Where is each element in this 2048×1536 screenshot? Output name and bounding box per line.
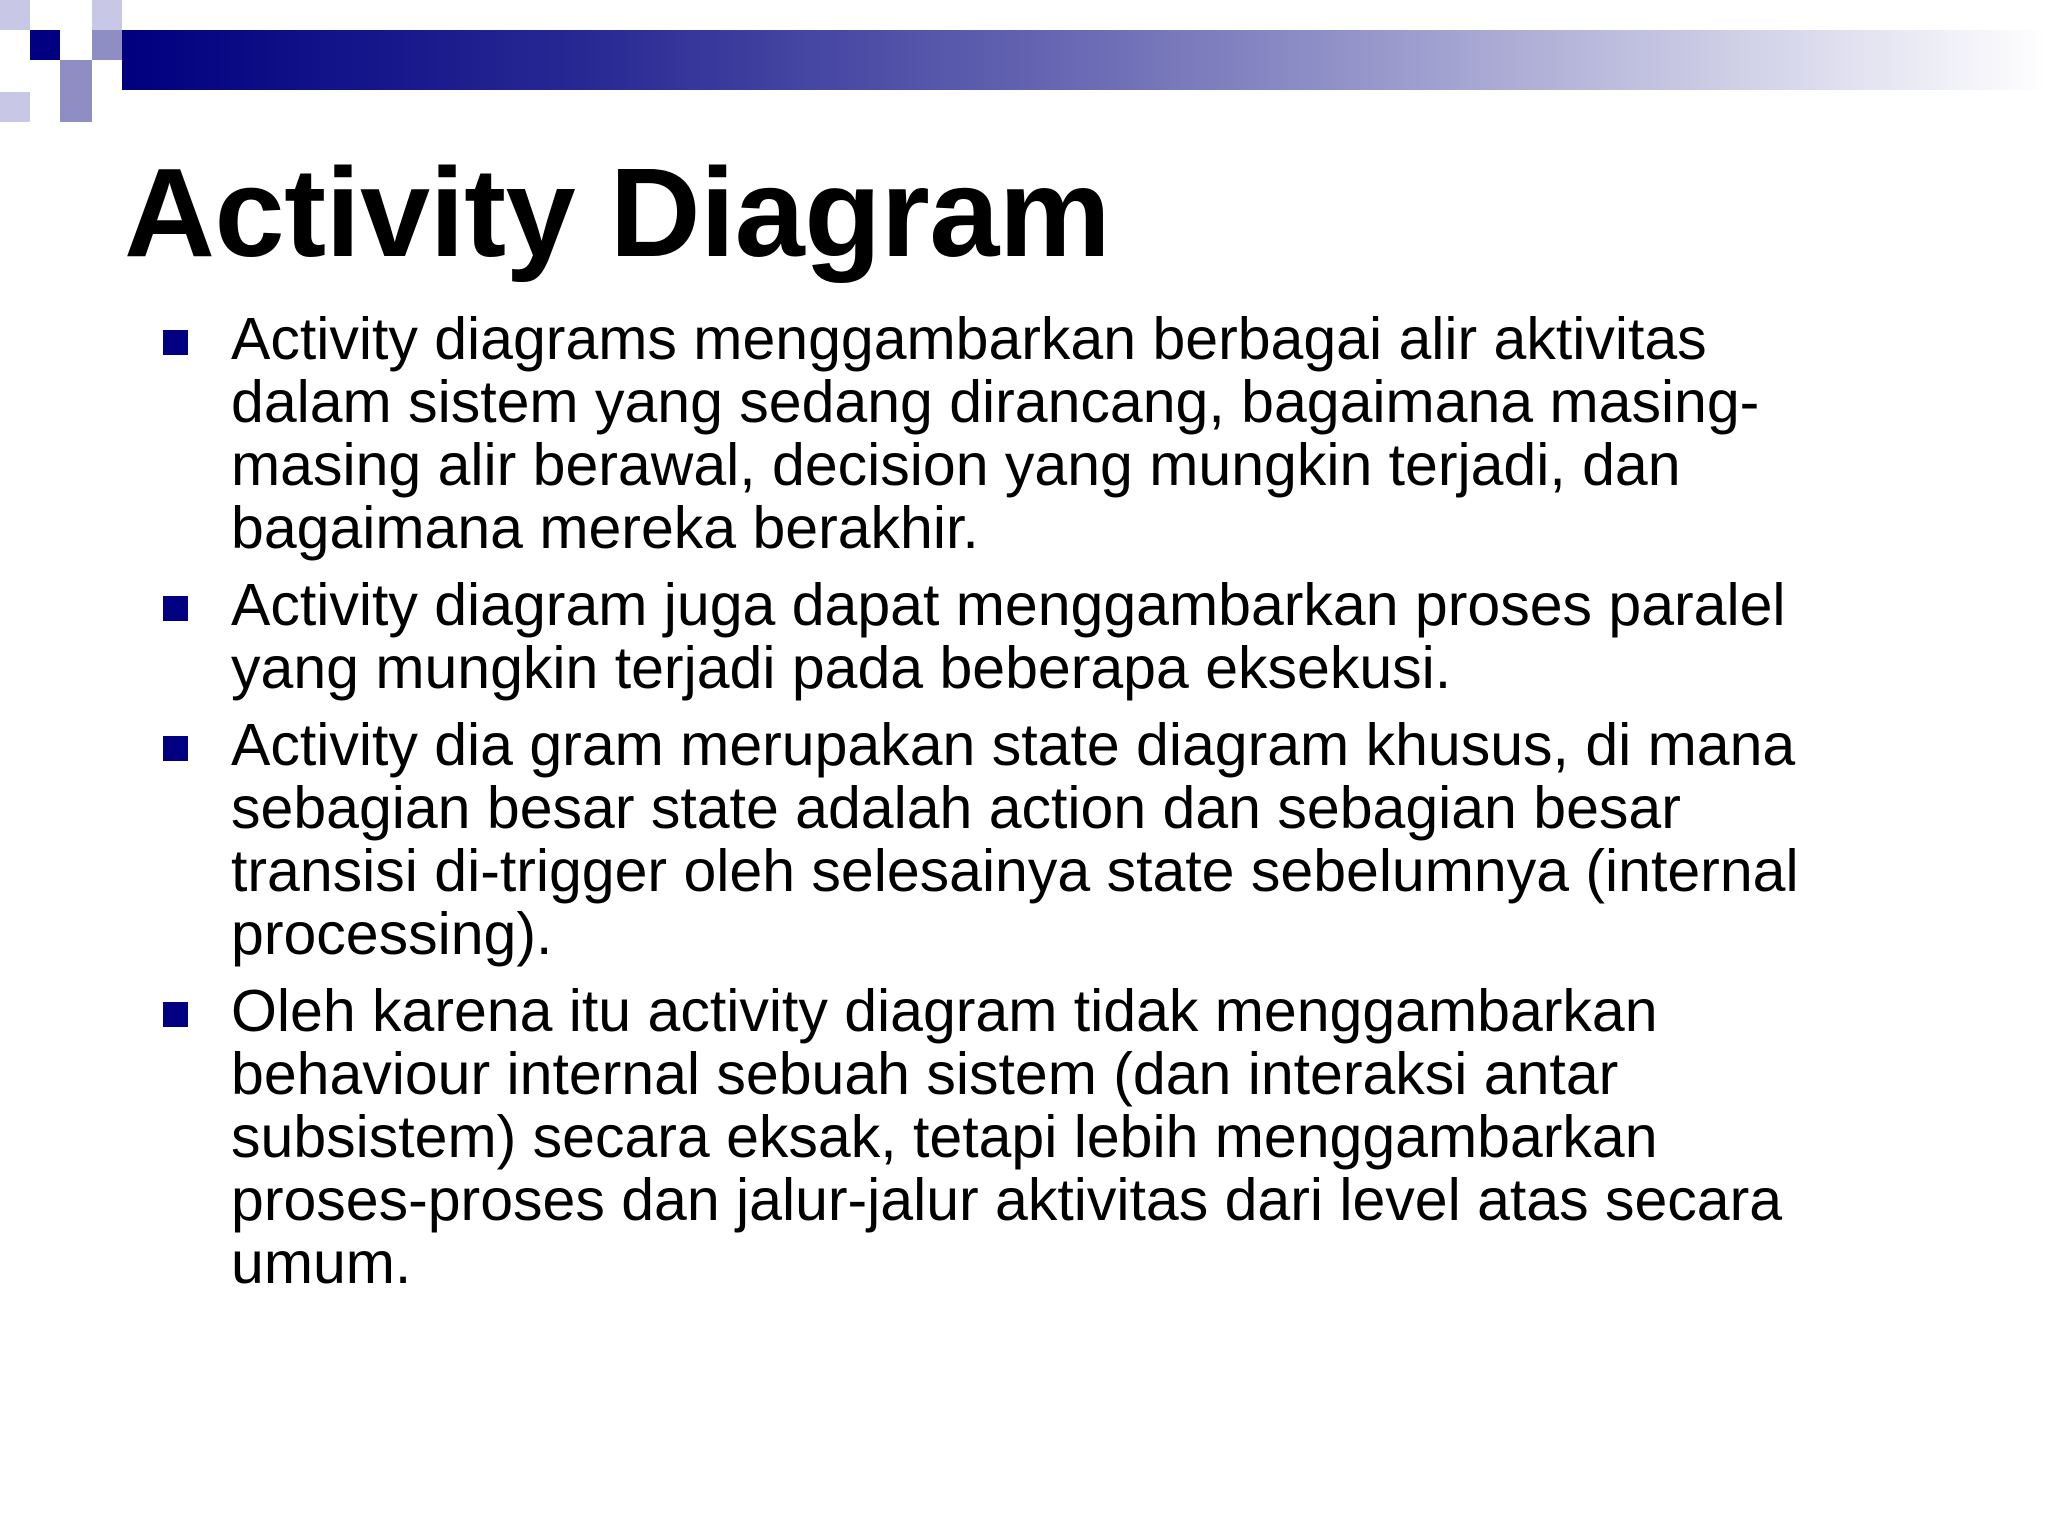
list-item (0, 980, 2048, 1295)
square-bullet-icon (163, 596, 188, 621)
list-item (0, 714, 2048, 966)
list-item (0, 574, 2048, 700)
deco-square (30, 60, 60, 92)
deco-square (0, 92, 30, 122)
bullet-text: Activity dia gram merupakan state diagram khusus, di mana sebagian besar state adalah action dan sebagian besar transisi di-trigger oleh selesainya state sebelumnya (internal processing). (231, 712, 1799, 967)
bullet-text: Activity diagram juga dapat menggambarkan proses paralel yang mungkin terjadi pada beberapa eksekusi. (231, 572, 1786, 701)
deco-square (60, 30, 92, 60)
deco-square (30, 30, 60, 60)
bullet-text: Activity diagrams menggambarkan berbagai alir aktivitas dalam sistem yang sedang dirancang, bagaimana masing- masing alir berawal, decision yang mungkin terjadi, dan bagaimana mereka berakhir. (231, 306, 1760, 561)
deco-square (92, 0, 122, 30)
deco-square (60, 60, 92, 92)
square-bullet-icon (163, 1002, 188, 1027)
slide-title: Activity Diagram (124, 142, 1111, 283)
header-gradient-band (122, 30, 2048, 90)
square-bullet-icon (163, 330, 188, 355)
square-bullet-icon (163, 736, 188, 761)
bullet-list (0, 308, 2048, 1309)
list-item (0, 308, 2048, 560)
deco-square (92, 30, 122, 60)
bullet-text: Oleh karena itu activity diagram tidak menggambarkan behaviour internal sebuah sistem (dan interaksi antar subsistem) secara eksak, tetapi lebih menggambarkan proses-proses dan jalur-jalur aktivitas dari level atas secara umum. (231, 978, 1783, 1296)
deco-square (0, 0, 30, 30)
deco-square (60, 92, 92, 122)
